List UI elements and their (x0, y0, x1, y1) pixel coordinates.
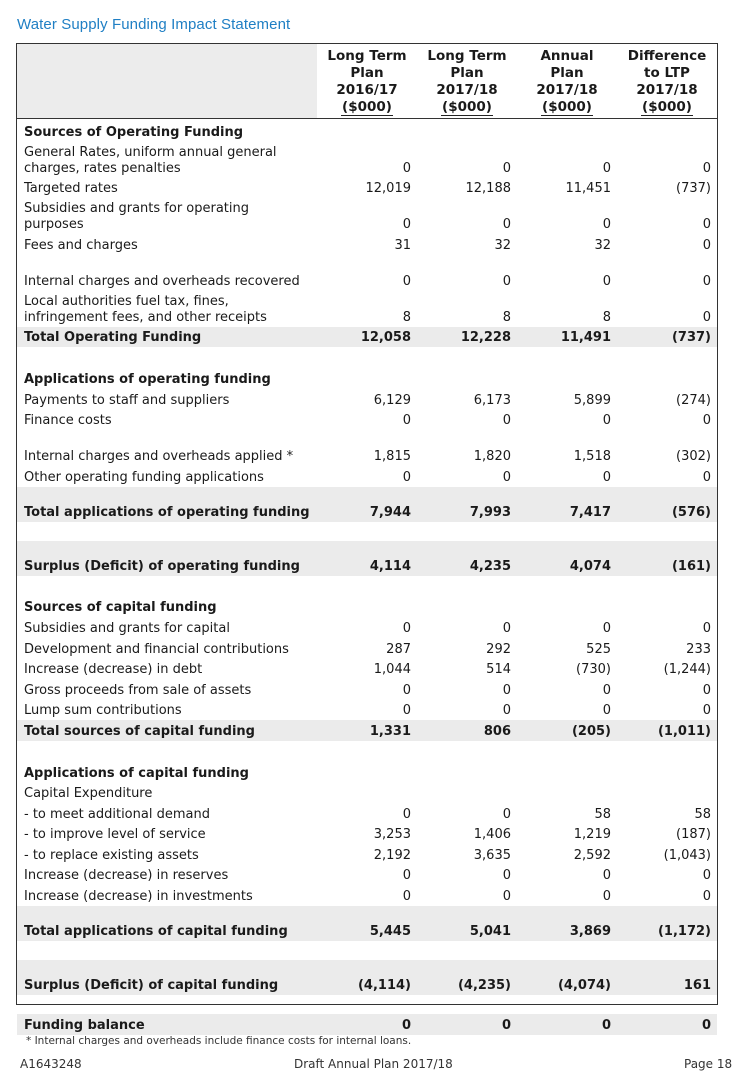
table-row (17, 142, 717, 178)
table-row (17, 389, 717, 410)
column-header-line: Plan (450, 65, 484, 81)
value-cell: 0 (502, 620, 511, 636)
row-label: Surplus (Deficit) of operating funding (17, 541, 317, 576)
value-cell: (161) (617, 541, 717, 576)
value-cell: 292 (486, 641, 511, 657)
value-cell: 0 (602, 217, 611, 233)
section-header-row (17, 119, 717, 142)
footnote: * Internal charges and overheads include finance costs for internal loans. (26, 1035, 412, 1047)
value-cell: 32 (494, 237, 511, 253)
row-label: Funding balance (17, 1014, 317, 1035)
value-cell: 3,869 (517, 906, 617, 941)
row-label: - to improve level of service (24, 827, 206, 843)
value-cell: (274) (676, 392, 711, 408)
total-row (17, 960, 717, 995)
unit-text: ($000) (442, 99, 492, 115)
value-cell: 0 (402, 703, 411, 719)
value-cell: 0 (502, 868, 511, 884)
value-cell: (4,114) (317, 960, 417, 995)
value-cell: 1,820 (473, 449, 511, 465)
value-cell: 8 (402, 309, 411, 325)
value-cell: 0 (702, 703, 711, 719)
value-cell (417, 366, 517, 389)
value-cell (317, 783, 417, 804)
value-cell: 0 (602, 273, 611, 289)
value-cell: 0 (702, 889, 711, 905)
value-cell: (1,011) (617, 720, 717, 741)
unit-text: ($000) (542, 99, 592, 115)
value-cell: 0 (702, 413, 711, 429)
value-cell: 0 (502, 273, 511, 289)
value-cell: 2,592 (573, 847, 611, 863)
value-cell: 3,253 (373, 827, 411, 843)
spacer-cell (17, 941, 717, 960)
value-cell: 0 (502, 160, 511, 176)
total-row (17, 327, 717, 348)
row-label: Lump sum contributions (24, 703, 182, 719)
unit-label (317, 99, 417, 119)
value-cell: 8 (602, 309, 611, 325)
value-cell: 58 (594, 806, 611, 822)
value-cell: 0 (502, 703, 511, 719)
unit-label (517, 99, 617, 119)
funding-impact-table (16, 43, 718, 1034)
value-cell: (4,235) (417, 960, 517, 995)
table-row (17, 824, 717, 845)
value-cell: (302) (676, 449, 711, 465)
row-label: Surplus (Deficit) of capital funding (17, 960, 317, 995)
spacer-cell (17, 522, 717, 541)
row-label: Finance costs (24, 413, 112, 429)
value-cell (517, 595, 617, 618)
value-cell: (1,244) (663, 662, 711, 678)
value-cell: 1,815 (373, 449, 411, 465)
row-label: Payments to staff and suppliers (24, 392, 230, 408)
value-cell: 6,129 (373, 392, 411, 408)
table-row (17, 679, 717, 700)
table-row (17, 466, 717, 487)
value-cell (517, 760, 617, 783)
value-cell: 0 (402, 217, 411, 233)
table-row (17, 255, 717, 291)
value-cell: 0 (602, 682, 611, 698)
unit-text: ($000) (642, 99, 692, 115)
row-label: Increase (decrease) in debt (24, 662, 203, 678)
value-cell: 12,058 (317, 327, 417, 348)
table-row (17, 844, 717, 865)
row-label: Applications of capital funding (24, 765, 249, 781)
unit-label (417, 99, 517, 119)
row-label: Total applications of operating funding (17, 487, 317, 522)
spacer-cell (17, 576, 717, 595)
value-cell: 5,899 (573, 392, 611, 408)
value-cell: 0 (702, 273, 711, 289)
value-cell: 0 (502, 682, 511, 698)
value-cell: 0 (502, 469, 511, 485)
column-header-line: to LTP (644, 65, 690, 81)
value-cell: 1,044 (373, 662, 411, 678)
spacer-row (17, 941, 717, 960)
spacer-row (17, 995, 717, 1014)
table-header-row (17, 44, 717, 99)
value-cell: 161 (617, 960, 717, 995)
table-row (17, 783, 717, 804)
value-cell: 0 (602, 620, 611, 636)
value-cell: 32 (594, 237, 611, 253)
value-cell: 8 (502, 309, 511, 325)
table-row (17, 803, 717, 824)
value-cell: 31 (394, 237, 411, 253)
value-cell (617, 760, 717, 783)
value-cell: (1,172) (617, 906, 717, 941)
value-cell: 0 (602, 413, 611, 429)
value-cell: 6,173 (473, 392, 511, 408)
row-label: Sources of capital funding (24, 600, 217, 616)
value-cell: (187) (676, 827, 711, 843)
value-cell (317, 366, 417, 389)
footer-document-name: Draft Annual Plan 2017/18 (294, 1057, 453, 1071)
value-cell: 0 (402, 413, 411, 429)
value-cell: 1,219 (573, 827, 611, 843)
spacer-row (17, 347, 717, 366)
value-cell: 11,491 (517, 327, 617, 348)
row-label: Internal charges and overheads applied * (24, 449, 294, 465)
spacer-row (17, 522, 717, 541)
section-header-row (17, 595, 717, 618)
spacer-row (17, 576, 717, 595)
value-cell: 12,228 (417, 327, 517, 348)
column-header-ltp-2017 (417, 44, 517, 99)
section-header-row (17, 366, 717, 389)
column-header-ltp-2016 (317, 44, 417, 99)
value-cell: 12,019 (365, 181, 411, 197)
column-header-line: Plan (550, 65, 584, 81)
row-label: Increase (decrease) in reserves (24, 868, 229, 884)
value-cell: 0 (602, 868, 611, 884)
value-cell: 0 (602, 160, 611, 176)
column-header-line: Plan (350, 65, 384, 81)
row-label: Subsidies and grants for operating purposes (24, 201, 250, 233)
spacer-cell (17, 995, 717, 1014)
column-header-line: Annual (540, 48, 594, 64)
value-cell: 525 (586, 641, 611, 657)
value-cell: (737) (617, 327, 717, 348)
value-cell: (205) (517, 720, 617, 741)
value-cell: 0 (402, 160, 411, 176)
value-cell: 233 (686, 641, 711, 657)
value-cell (317, 760, 417, 783)
value-cell: 0 (702, 160, 711, 176)
value-cell: (737) (676, 181, 711, 197)
value-cell: (730) (576, 662, 611, 678)
value-cell: 0 (402, 806, 411, 822)
value-cell (617, 366, 717, 389)
row-label: Sources of Operating Funding (24, 124, 244, 140)
row-label: Capital Expenditure (24, 786, 153, 802)
value-cell (417, 760, 517, 783)
footer-document-id: A1643248 (20, 1057, 82, 1071)
value-cell (317, 595, 417, 618)
row-label: - to replace existing assets (24, 847, 199, 863)
column-header-line: 2017/18 (436, 82, 498, 98)
value-cell (617, 783, 717, 804)
total-row (17, 541, 717, 576)
row-label: General Rates, uniform annual general charges, rates penalties (24, 144, 277, 176)
table-row (17, 178, 717, 199)
value-cell: 0 (402, 889, 411, 905)
table-row (17, 430, 717, 466)
value-cell: 4,114 (317, 541, 417, 576)
value-cell: (576) (617, 487, 717, 522)
value-cell: (4,074) (517, 960, 617, 995)
value-cell: 0 (702, 868, 711, 884)
unit-text: ($000) (342, 99, 392, 115)
table-row (17, 659, 717, 680)
row-label: Gross proceeds from sale of assets (24, 682, 252, 698)
value-cell: 0 (317, 1014, 417, 1035)
row-label: Subsidies and grants for capital (24, 620, 230, 636)
unit-label (617, 99, 717, 119)
value-cell: 0 (617, 1014, 717, 1035)
column-header-annual-plan (517, 44, 617, 99)
value-cell: 7,417 (517, 487, 617, 522)
table-row (17, 234, 717, 255)
table-row (17, 617, 717, 638)
table-row (17, 198, 717, 234)
value-cell: 0 (702, 217, 711, 233)
value-cell (317, 119, 417, 142)
column-header-line: Difference (627, 48, 707, 64)
column-header-line: 2016/17 (336, 82, 398, 98)
value-cell (617, 119, 717, 142)
total-row (17, 720, 717, 741)
value-cell: 0 (402, 868, 411, 884)
row-label: Development and financial contributions (24, 641, 289, 657)
value-cell: 4,235 (417, 541, 517, 576)
document-title: Water Supply Funding Impact Statement (17, 16, 291, 33)
value-cell (517, 119, 617, 142)
value-cell: (1,043) (663, 847, 711, 863)
value-cell: 0 (402, 469, 411, 485)
value-cell: 806 (417, 720, 517, 741)
value-cell: 0 (502, 806, 511, 822)
table-row (17, 291, 717, 327)
row-label: Total Operating Funding (17, 327, 317, 348)
value-cell: 0 (602, 703, 611, 719)
value-cell: 5,041 (417, 906, 517, 941)
value-cell (517, 783, 617, 804)
spacer-row (17, 741, 717, 760)
row-label: Targeted rates (24, 181, 118, 197)
value-cell: 0 (602, 889, 611, 905)
value-cell: 1,331 (317, 720, 417, 741)
value-cell: 7,944 (317, 487, 417, 522)
spacer-cell (17, 347, 717, 366)
value-cell: 12,188 (465, 181, 511, 197)
value-cell: 0 (702, 469, 711, 485)
value-cell: 2,192 (373, 847, 411, 863)
value-cell: 287 (386, 641, 411, 657)
value-cell (617, 595, 717, 618)
value-cell: 1,518 (573, 449, 611, 465)
total-row (17, 906, 717, 941)
value-cell: 0 (402, 273, 411, 289)
value-cell: 0 (502, 413, 511, 429)
column-header-difference (617, 44, 717, 99)
section-header-row (17, 760, 717, 783)
value-cell: 0 (702, 682, 711, 698)
table-row (17, 410, 717, 431)
value-cell: 0 (402, 620, 411, 636)
value-cell: 7,993 (417, 487, 517, 522)
column-header-line: Long Term (327, 48, 407, 64)
table-body (17, 119, 717, 1036)
column-header-line: Long Term (427, 48, 507, 64)
value-cell: 514 (486, 662, 511, 678)
value-cell (417, 783, 517, 804)
row-label: Increase (decrease) in investments (24, 889, 253, 905)
value-cell (417, 595, 517, 618)
footer-page-number: Page 18 (684, 1057, 733, 1071)
value-cell: 11,451 (565, 181, 611, 197)
value-cell: 0 (702, 237, 711, 253)
row-label: Total applications of capital funding (17, 906, 317, 941)
value-cell: 1,406 (473, 827, 511, 843)
value-cell (417, 119, 517, 142)
value-cell (517, 366, 617, 389)
value-cell: 0 (417, 1014, 517, 1035)
table-row (17, 865, 717, 886)
value-cell: 5,445 (317, 906, 417, 941)
total-row (17, 487, 717, 522)
value-cell: 0 (402, 682, 411, 698)
row-label: Fees and charges (24, 237, 138, 253)
row-label: - to meet additional demand (24, 806, 210, 822)
column-header-line: 2017/18 (636, 82, 698, 98)
value-cell: 3,635 (473, 847, 511, 863)
column-header-line: 2017/18 (536, 82, 598, 98)
row-label: Applications of operating funding (24, 371, 271, 387)
spacer-cell (17, 741, 717, 760)
value-cell: 0 (702, 309, 711, 325)
row-label: Internal charges and overheads recovered (24, 273, 300, 289)
total-row (17, 1014, 717, 1035)
table-row (17, 885, 717, 906)
row-label: Total sources of capital funding (17, 720, 317, 741)
value-cell: 0 (602, 469, 611, 485)
value-cell: 0 (517, 1014, 617, 1035)
table-row (17, 638, 717, 659)
value-cell: 0 (702, 620, 711, 636)
value-cell: 0 (502, 217, 511, 233)
value-cell: 4,074 (517, 541, 617, 576)
row-label: Local authorities fuel tax, fines, infringement fees, and other receipts (24, 293, 267, 325)
header-corner-cell (17, 44, 317, 119)
row-label: Other operating funding applications (24, 469, 264, 485)
value-cell: 58 (694, 806, 711, 822)
value-cell: 0 (502, 889, 511, 905)
table-row (17, 700, 717, 721)
